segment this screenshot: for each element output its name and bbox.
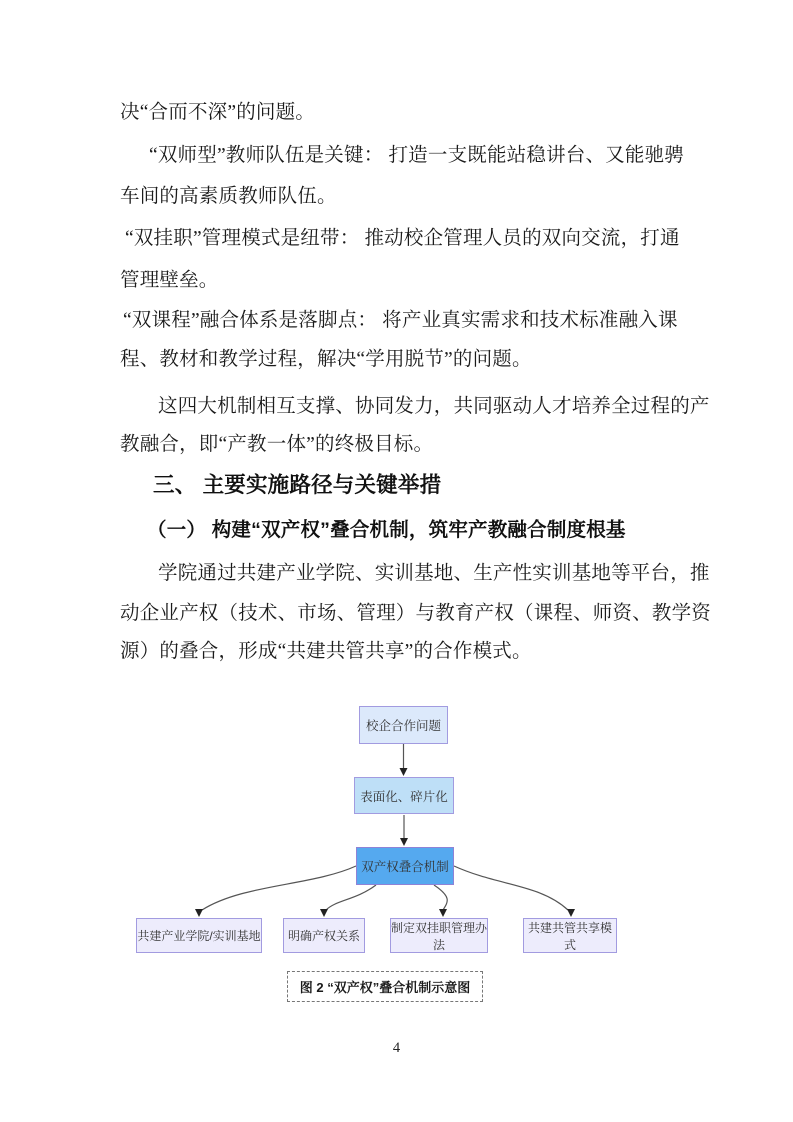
- text-line: “双课程”融合体系是落脚点： 将产业真实需求和技术标准融入课: [123, 310, 678, 331]
- text-line: “双师型”教师队伍是关键： 打造一支既能站稳讲台、又能驰骋: [149, 145, 684, 166]
- flow-arrow: [434, 885, 447, 910]
- flowchart-node-measure-2: 明确产权关系: [283, 918, 365, 953]
- flowchart-node-symptom: 表面化、碎片化: [354, 777, 454, 814]
- flowchart-node-problem: 校企合作问题: [359, 706, 448, 744]
- text-line: “双挂职”管理模式是纽带： 推动校企管理人员的双向交流，打通: [125, 228, 680, 249]
- section-heading: 三、 主要实施路径与关键举措: [153, 473, 442, 497]
- arrowhead-icon: [439, 909, 447, 917]
- arrowhead-icon: [195, 909, 203, 917]
- arrowhead-icon: [567, 909, 575, 917]
- figure-caption: 图 2 “双产权”叠合机制示意图: [287, 971, 483, 1002]
- text-line: 学院通过共建产业学院、实训基地、生产性实训基地等平台，推: [158, 563, 710, 584]
- text-line: 管理壁垒。: [120, 270, 219, 291]
- arrowhead-icon: [400, 838, 408, 846]
- flowchart-node-measure-3: 制定双挂职管理办法: [390, 918, 488, 953]
- flowchart-node-measure-1: 共建产业学院/实训基地: [136, 918, 262, 953]
- flow-arrow: [454, 866, 568, 910]
- arrowhead-icon: [320, 909, 328, 917]
- page-number: 4: [392, 1040, 401, 1056]
- arrowhead-icon: [400, 768, 408, 776]
- text-line: 程、教材和教学过程，解决“学用脱节”的问题。: [120, 349, 532, 370]
- text-line: 这四大机制相互支撑、协同发力，共同驱动人才培养全过程的产: [158, 396, 710, 417]
- flow-arrow: [326, 885, 376, 910]
- text-line: 决“合而不深”的问题。: [120, 102, 316, 123]
- text-line: 教融合，即“产教一体”的终极目标。: [120, 434, 434, 455]
- flowchart-node-measure-4: 共建共管共享模式: [523, 918, 617, 953]
- text-line: 源）的叠合，形成“共建共管共享”的合作模式。: [120, 641, 532, 662]
- text-line: 车间的高素质教师队伍。: [120, 186, 337, 207]
- text-line: 动企业产权（技术、市场、管理）与教育产权（课程、师资、教学资: [120, 603, 712, 624]
- subsection-heading: （一） 构建“双产权”叠合机制，筑牢产教融合制度根基: [147, 519, 626, 541]
- flow-arrow: [202, 866, 356, 910]
- flowchart-node-mechanism: 双产权叠合机制: [356, 847, 454, 885]
